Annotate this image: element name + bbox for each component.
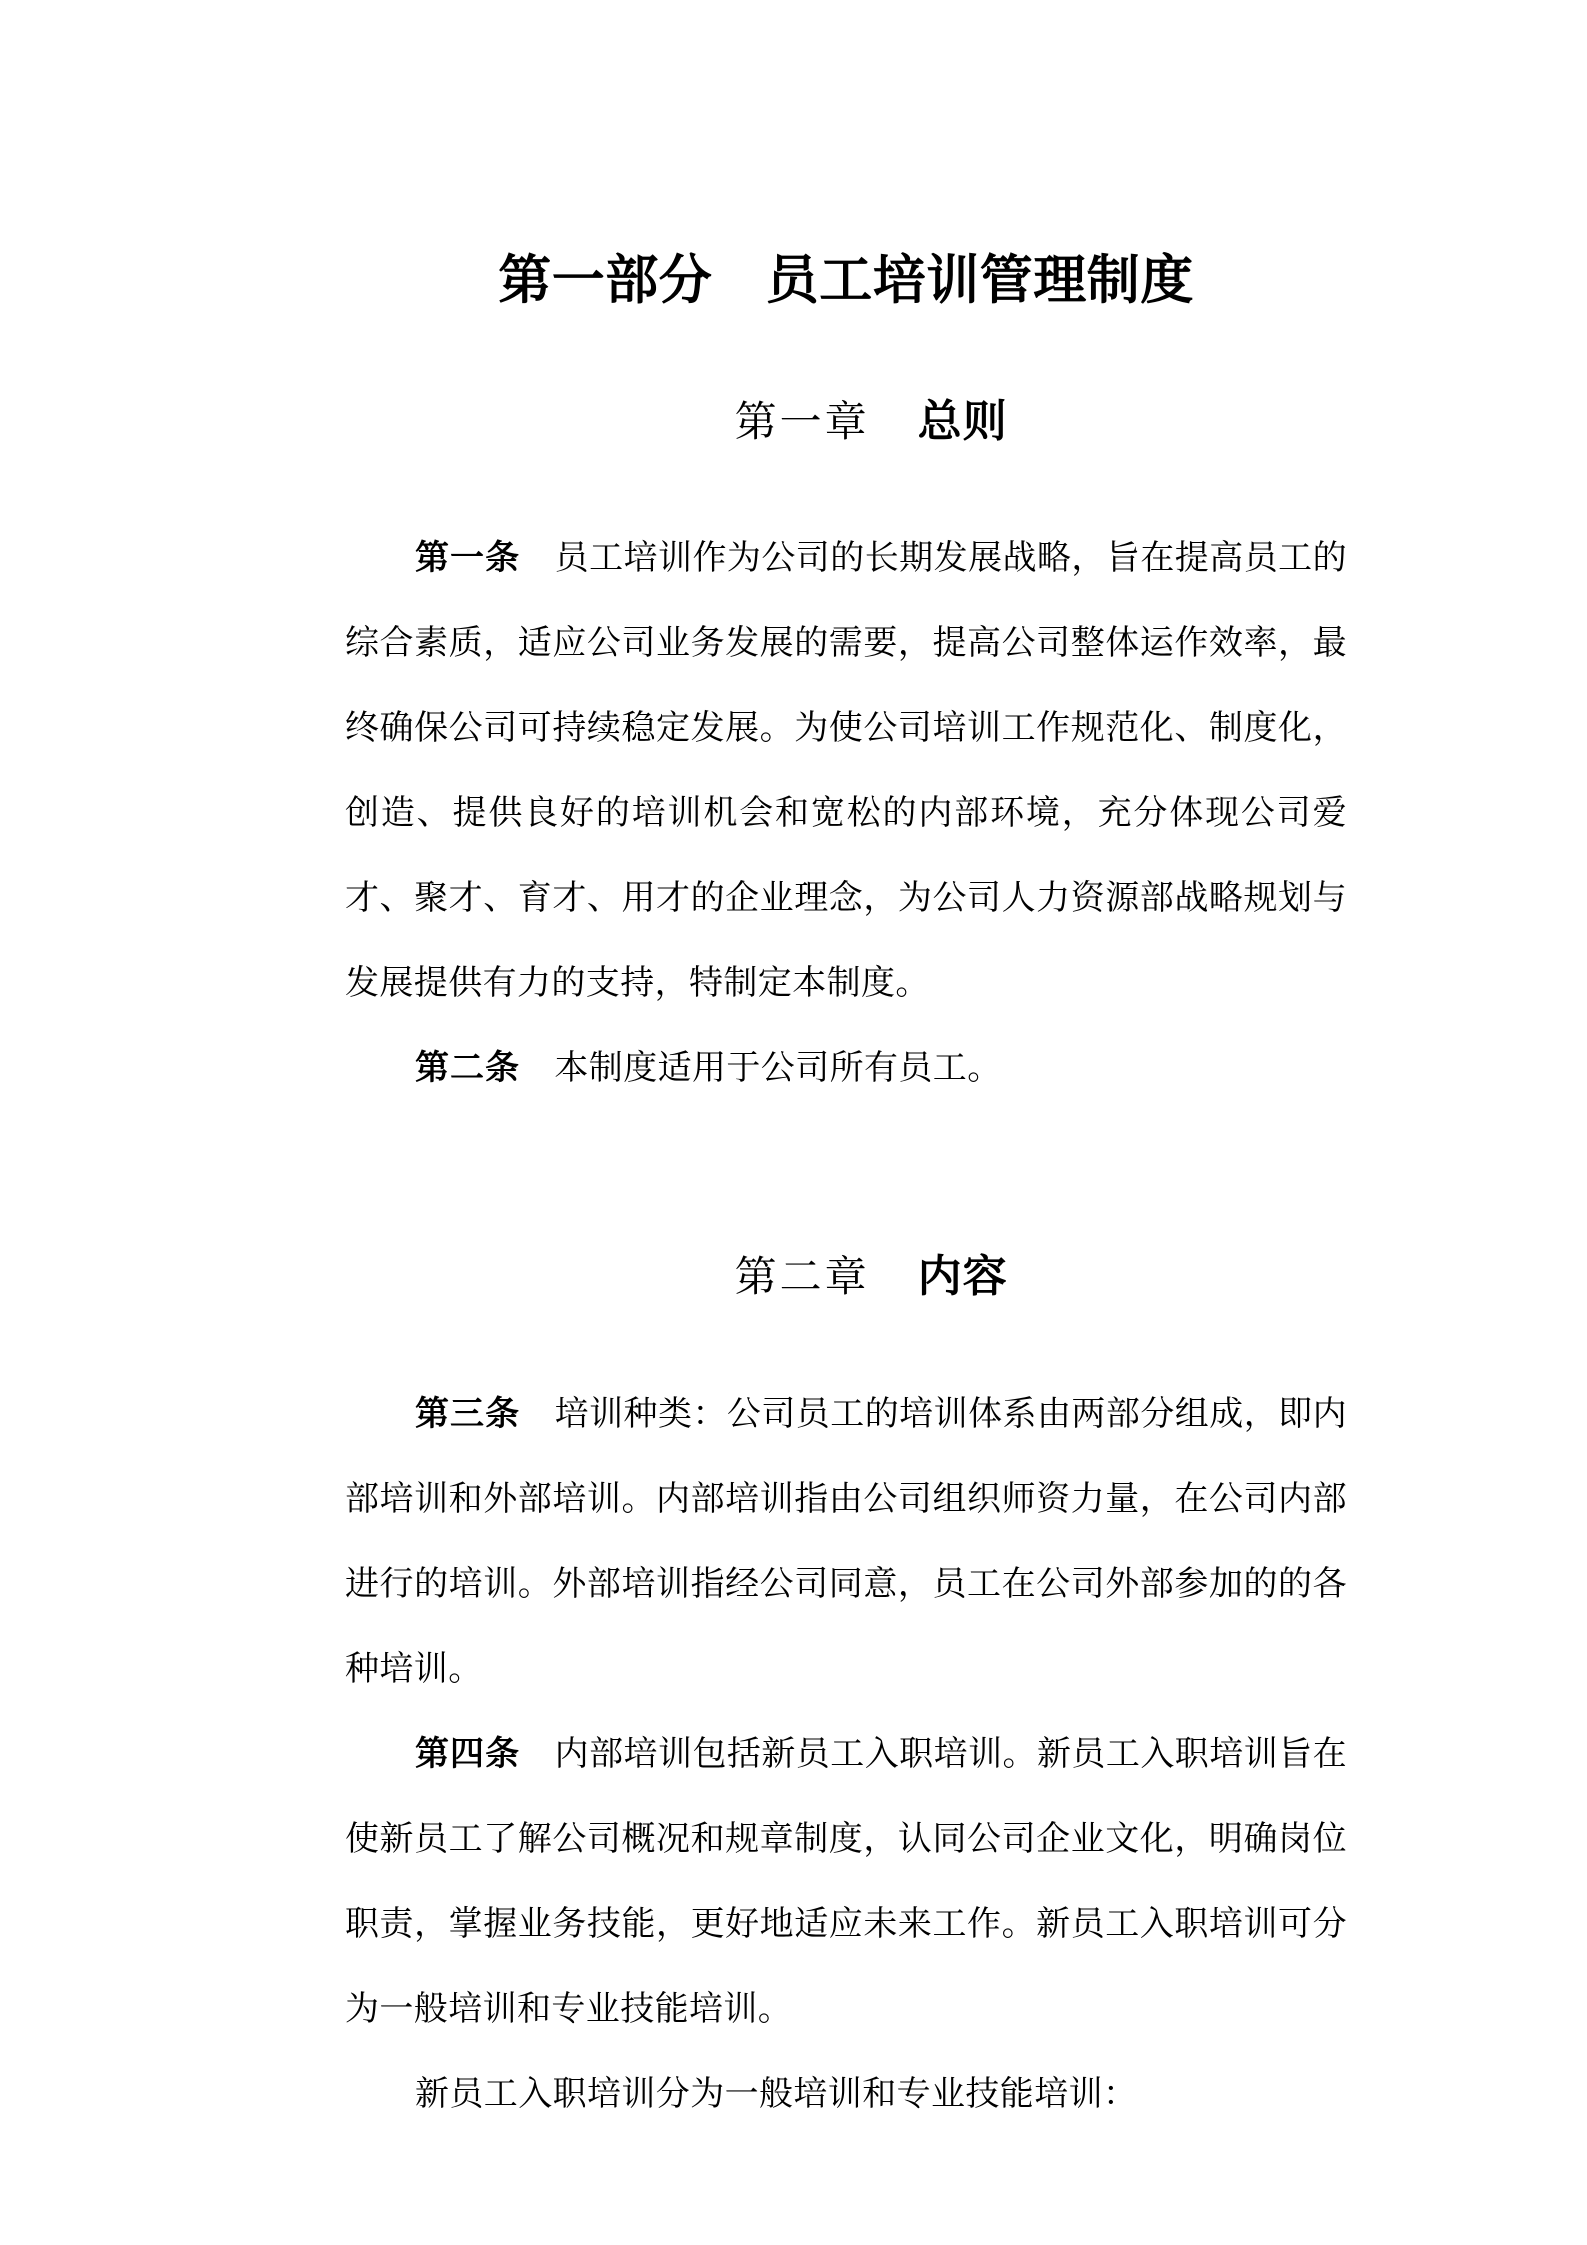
article-text: 员工培训作为公司的长期发展战略，旨在提高员工的综合素质，适应公司业务发展的需要，提高公司整体运作效率，最终确保公司可持续稳定发展。为使公司培训工作规范化、制度化，创造、提供良好的培训机会和宽松的内部环境，充分体现公司爱才、聚才、育才、用才的企业理念，为公司人力资源部战略规划与发展提供有力的支持，特制定本制度。 [345, 537, 1348, 1003]
chapter-name: 总则 [917, 396, 1008, 448]
chapter-heading-spacer [870, 1269, 918, 1297]
article-paragraph [345, 482, 1347, 1026]
chapter-name: 内容 [917, 1251, 1008, 1302]
article-text: 本制度适用于公司所有员工。 [520, 1047, 1002, 1088]
article-paragraph [345, 1026, 1347, 1111]
article-text: 培训种类：公司员工的培训体系由两部分组成，即内部培训和外部培训。内部培训指由公司组织师资力量，在公司内部进行的培训。外部培训指经公司同意，员工在公司外部参加的的各种培训。 [345, 1394, 1348, 1690]
article-label: 第二条 [415, 1047, 520, 1088]
article-text: 内部培训包括新员工入职培训。新员工入职培训旨在使新员工了解公司概况和规章制度，认同公司企业文化，明确岗位职责，掌握业务技能，更好地适应未来工作。新员工入职培训可分为一般培训和专业技能培训。 [345, 1734, 1348, 2030]
article-paragraph [345, 1336, 1347, 1712]
chapter-number: 第二章 [734, 1252, 870, 1301]
article-label: 第四条 [415, 1734, 521, 1775]
chapter-heading-2 [345, 1111, 1347, 1337]
document-content [345, 0, 1347, 2137]
chapter-number: 第一章 [734, 397, 870, 447]
article-paragraph [345, 1712, 1347, 2052]
article-label: 第三条 [415, 1394, 521, 1435]
closing-paragraph: 新员工入职培训分为一般培训和专业技能培训： [415, 2074, 1138, 2115]
chapter-heading-spacer [870, 414, 918, 442]
article-label: 第一条 [415, 537, 521, 578]
chapter-heading-1 [345, 314, 1347, 482]
page-title: 第一部分 员工培训管理制度 [498, 250, 1194, 311]
